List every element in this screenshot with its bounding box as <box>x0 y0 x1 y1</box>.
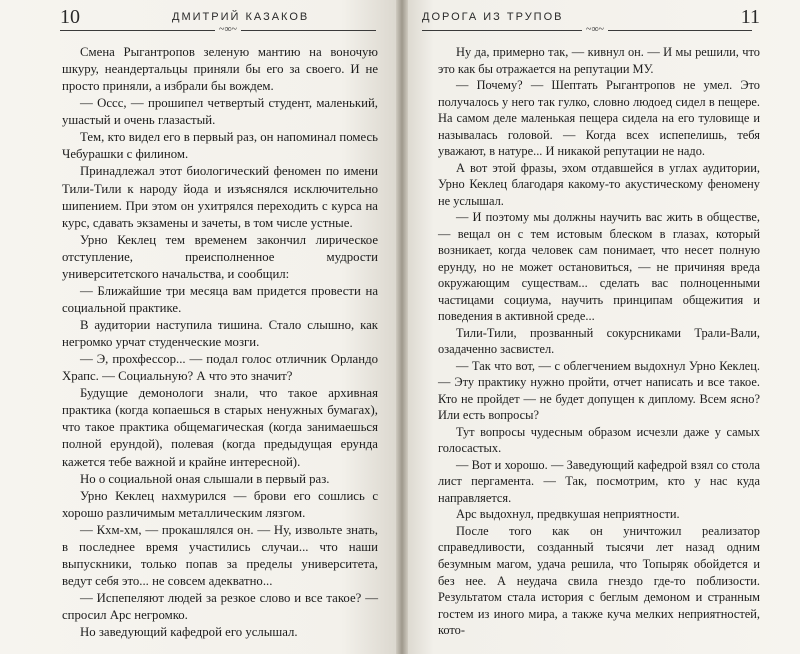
paragraph: Будущие демонологи знали, что такое архивная практика (когда копаешься в старых ненужных бумагах), что такое практика общемагическая (когда занимаешься полной ерундой), полевая (когда предыдущая ерунда кажется тебе важной и крайне интересной). <box>62 386 378 469</box>
paragraph: Урно Кеклец нахмурился — брови его сошлись с хорошо различимым металлическим лязгом. <box>62 488 378 520</box>
right-page-text <box>438 44 760 639</box>
paragraph: Но о социальной оная слышали в первый раз. <box>80 471 330 486</box>
paragraph: — Оссс, — прошипел четвертый студент, маленький, ушастый и очень глазастый. <box>62 96 378 128</box>
paragraph: Принадлежал этот биологический феномен по имени Тили-Тили к народу йода и изъяснялся исключительно шипением. При этом он ухитрялся переходить с курса на курс, сдавать экзамены и зачеты, в том числе устные. <box>62 164 378 230</box>
paragraph: Урно Кеклец тем временем закончил лирическое отступление, преисполненное мудрости университетского начальства, и сообщил: <box>62 232 378 281</box>
paragraph: — Кхм-хм, — прокашлялся он. — Ну, извольте знать, в последнее время участились случаи... что наши выпускники, только попав за пределы университета, ведут себя это... не совсем адекватно... <box>62 522 378 588</box>
paragraph: — Так что вот, — с облегчением выдохнул Урно Кеклец. — Эту практику нужно пройти, отчет написать и все такое. Кто не пройдет — не будет допущен к диплому. Всем ясно? Или есть вопросы? <box>438 358 760 423</box>
paragraph: Смена Рыгантропов зеленую мантию на воночую шкуру, неандертальцы приняли бы его за своего. И не просто приняли, а избрали бы вождем. <box>62 45 378 94</box>
left-header-ornament: ~∞~ <box>215 24 241 35</box>
paragraph: — Почему? — Шептать Рыгантропов не умел. Это получалось у него так гулко, словно людоед сидел в пещере. На самом деле маленькая пещера сидела на его туловище и называлась головой. — Когда всех испепелишь, тебя уважают, в натуре... И никакой репутации не надо. <box>438 78 760 159</box>
right-running-head: ДОРОГА ИЗ ТРУПОВ <box>422 11 564 23</box>
paragraph: Тили-Тили, прозванный сокурсниками Трали-Вали, озадаченно засвистел. <box>438 325 760 357</box>
paragraph: А вот этой фразы, эхом отдавшейся в углах аудитории, Урно Кеклец благодаря какому-то акустическому феномену не услышал. <box>438 160 760 208</box>
paragraph: — Испепеляют людей за резкое слово и все такое? — спросил Арс негромко. <box>62 591 378 623</box>
left-page-text <box>62 44 378 641</box>
paragraph: — Ближайшие три месяца вам придется провести на социальной практике. <box>62 283 378 315</box>
paragraph: В аудитории наступила тишина. Стало слышно, как негромко урчат студенческие мозги. <box>62 318 378 350</box>
paragraph: — Вот и хорошо. — Заведующий кафедрой взял со стола лист пергамента. — Так, посмотрим, кто у нас куда направляется. <box>438 457 760 505</box>
paragraph: — И поэтому мы должны научить вас жить в обществе, — вещал он с тем истовым блеском в глазах, который возникает, когда человек сам понимает, что несет полную ерунду, но не может остановиться, — не причиняя вреда окружающим существам... сделать вас полноценными частицами социума, научить принципам общежития и поведения в активной среде... <box>438 210 760 324</box>
paragraph: Но заведующий кафедрой его услышал. <box>80 625 298 640</box>
right-page <box>402 0 800 654</box>
left-running-head: ДМИТРИЙ КАЗАКОВ <box>172 11 310 23</box>
right-page-number: 11 <box>740 6 760 28</box>
right-header-ornament: ~∞~ <box>582 24 608 35</box>
book-gutter <box>396 0 408 654</box>
paragraph: Ну да, примерно так, — кивнул он. — И мы решили, что это как бы отражается на репутации МУ. <box>438 45 760 76</box>
paragraph: Тем, кто видел его в первый раз, он напоминал помесь Чебурашки с филином. <box>62 130 378 162</box>
paragraph: — Э, прохфессор... — подал голос отличник Орландо Храпс. — Социальную? А что это значит? <box>62 352 378 384</box>
left-page-number: 10 <box>60 6 80 28</box>
paragraph: Арс выдохнул, предвкушая неприятности. <box>456 507 680 522</box>
paragraph: После того как он уничтожил реализатор справедливости, созданный тысячи лет назад одним безумным магом, удача решила, что Топыряк обойдется и без нее. А неудача свила гнездо где-то поблизости. Результатом стала история с беглым демоном и странным гостем из иного мира, а также куча мелких неприятностей, кото- <box>438 523 760 638</box>
paragraph: Тут вопросы чудесным образом исчезли даже у самых голосастых. <box>438 424 760 456</box>
